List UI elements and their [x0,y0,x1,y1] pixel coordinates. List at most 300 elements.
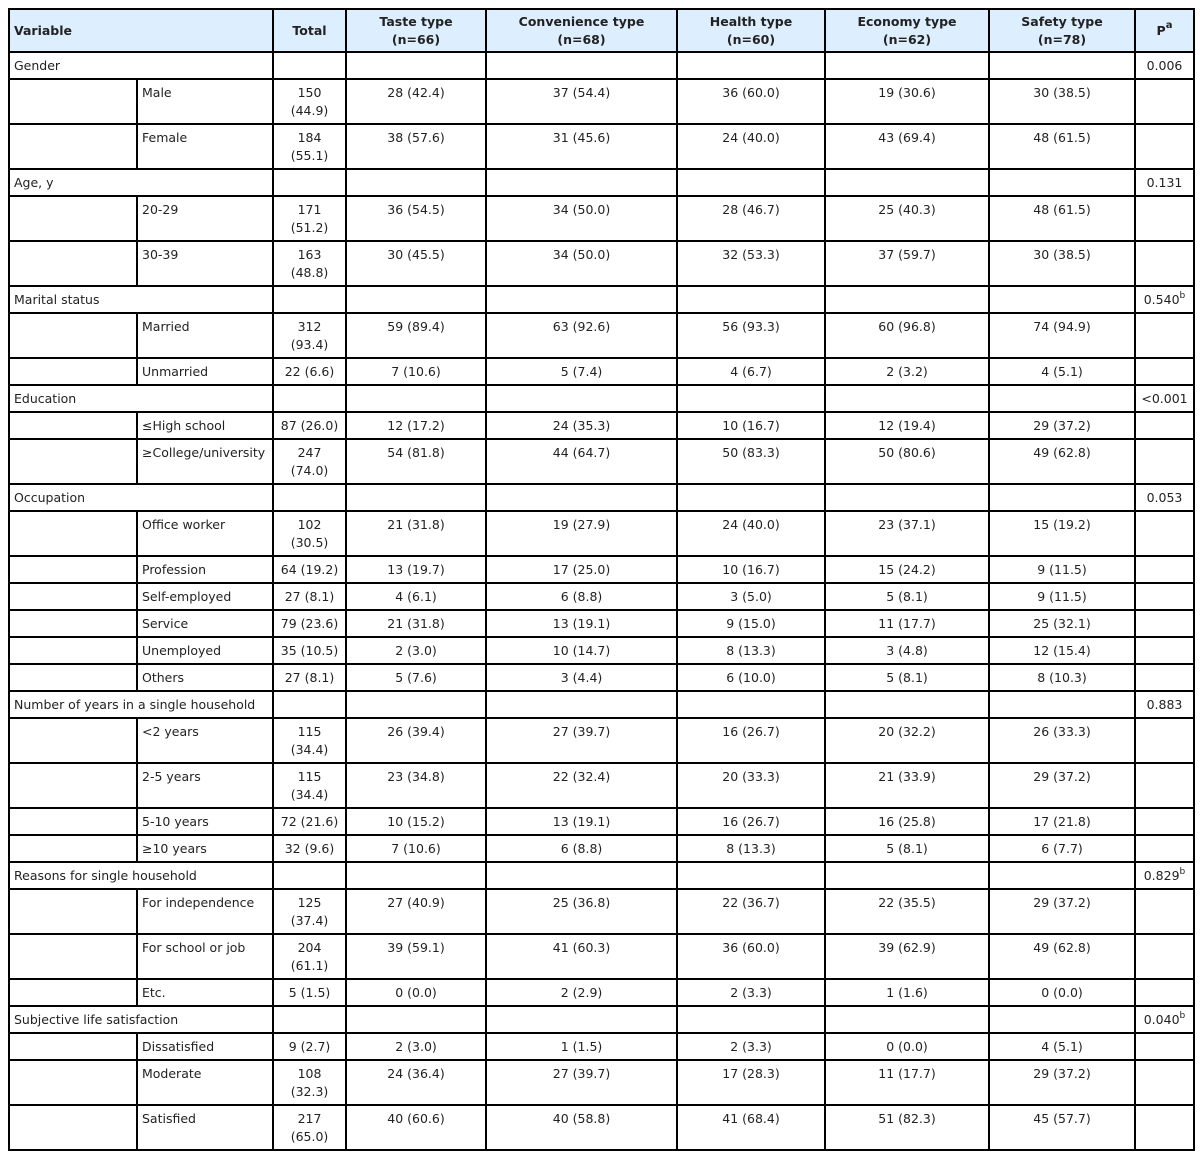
convenience-cell: 44 (64.7) [486,439,677,484]
total-cell: 27 (8.1) [273,583,346,610]
table-row [9,808,1194,835]
taste-cell: 12 (17.2) [346,412,486,439]
category-label: ≥College/university [137,439,273,484]
economy-cell: 12 (19.4) [825,412,989,439]
p-empty-cell [1135,358,1194,385]
category-label: Dissatisfied [137,1033,273,1060]
category-label: Female [137,124,273,169]
total-cell: 150 (44.9) [273,79,346,124]
p-empty-cell [1135,241,1194,286]
section-label: Occupation [9,484,273,511]
p-empty-cell [1135,808,1194,835]
taste-cell: 7 (10.6) [346,835,486,862]
economy-cell: 21 (33.9) [825,763,989,808]
safety-cell: 12 (15.4) [989,637,1135,664]
section-row [9,385,1194,412]
table-row [9,313,1194,358]
section-empty-cell [346,691,486,718]
p-value-cell [1135,691,1194,718]
safety-cell: 49 (62.8) [989,439,1135,484]
taste-cell: 0 (0.0) [346,979,486,1006]
health-cell: 50 (83.3) [677,439,825,484]
section-empty-cell [989,1006,1135,1033]
category-label: Self-employed [137,583,273,610]
p-empty-cell [1135,196,1194,241]
section-empty-cell [989,286,1135,313]
taste-cell: 26 (39.4) [346,718,486,763]
p-empty-cell [1135,979,1194,1006]
indent-cell [9,979,137,1006]
table-row [9,124,1194,169]
safety-cell: 29 (37.2) [989,1060,1135,1105]
p-value-cell [1135,52,1194,79]
header-economy-name: Economy type [857,13,957,29]
p-value-cell [1135,286,1194,313]
indent-cell [9,124,137,169]
section-empty-cell [825,862,989,889]
header-row [9,9,1194,52]
header-health [677,9,825,52]
total-cell: 22 (6.6) [273,358,346,385]
convenience-cell: 37 (54.4) [486,79,677,124]
category-label: Unmarried [137,358,273,385]
header-safety-n: (n=78) [1037,31,1087,47]
indent-cell [9,835,137,862]
section-empty-cell [677,484,825,511]
total-cell: 163 (48.8) [273,241,346,286]
health-cell: 10 (16.7) [677,556,825,583]
p-empty-cell [1135,763,1194,808]
total-cell: 217 (65.0) [273,1105,346,1150]
indent-cell [9,556,137,583]
table-row [9,1033,1194,1060]
economy-cell: 51 (82.3) [825,1105,989,1150]
section-row [9,169,1194,196]
total-cell: 64 (19.2) [273,556,346,583]
category-label: ≤High school [137,412,273,439]
section-row [9,484,1194,511]
safety-cell: 6 (7.7) [989,835,1135,862]
header-convenience [486,9,677,52]
category-label: Unemployed [137,637,273,664]
economy-cell: 43 (69.4) [825,124,989,169]
total-cell: 32 (9.6) [273,835,346,862]
category-label: For independence [137,889,273,934]
table-row [9,889,1194,934]
indent-cell [9,1105,137,1150]
section-empty-cell [825,286,989,313]
table-row [9,934,1194,979]
header-total: Total [273,9,346,52]
indent-cell [9,79,137,124]
total-cell: 115 (34.4) [273,763,346,808]
indent-cell [9,511,137,556]
header-health-name: Health type [709,13,793,29]
section-empty-cell [346,385,486,412]
category-label: For school or job [137,934,273,979]
section-label: Age, y [9,169,273,196]
health-cell: 2 (3.3) [677,979,825,1006]
header-health-n: (n=60) [726,31,776,47]
convenience-cell: 40 (58.8) [486,1105,677,1150]
total-cell: 102 (30.5) [273,511,346,556]
economy-cell: 22 (35.5) [825,889,989,934]
section-label: Number of years in a single household [9,691,273,718]
indent-cell [9,610,137,637]
section-empty-cell [486,169,677,196]
taste-cell: 2 (3.0) [346,637,486,664]
section-empty-cell [486,385,677,412]
section-empty-cell [989,484,1135,511]
total-cell: 35 (10.5) [273,637,346,664]
header-taste-name: Taste type [379,13,453,29]
health-cell: 10 (16.7) [677,412,825,439]
header-taste-n: (n=66) [391,31,441,47]
taste-cell: 7 (10.6) [346,358,486,385]
indent-cell [9,196,137,241]
economy-cell: 23 (37.1) [825,511,989,556]
convenience-cell: 13 (19.1) [486,610,677,637]
p-value-cell [1135,169,1194,196]
p-empty-cell [1135,124,1194,169]
table-row [9,1105,1194,1150]
section-empty-cell [989,169,1135,196]
total-cell: 79 (23.6) [273,610,346,637]
economy-cell: 0 (0.0) [825,1033,989,1060]
total-cell: 9 (2.7) [273,1033,346,1060]
p-empty-cell [1135,556,1194,583]
economy-cell: 39 (62.9) [825,934,989,979]
section-empty-cell [989,691,1135,718]
health-cell: 17 (28.3) [677,1060,825,1105]
section-empty-cell [486,691,677,718]
health-cell: 41 (68.4) [677,1105,825,1150]
p-value: 0.829 [1143,868,1180,883]
taste-cell: 5 (7.6) [346,664,486,691]
p-empty-cell [1135,835,1194,862]
section-empty-cell [825,385,989,412]
category-label: 2-5 years [137,763,273,808]
p-value: 0.131 [1146,175,1183,190]
economy-cell: 15 (24.2) [825,556,989,583]
safety-cell: 4 (5.1) [989,358,1135,385]
section-empty-cell [273,385,346,412]
economy-cell: 5 (8.1) [825,664,989,691]
convenience-cell: 41 (60.3) [486,934,677,979]
health-cell: 2 (3.3) [677,1033,825,1060]
category-label: Office worker [137,511,273,556]
table-row [9,718,1194,763]
p-value-cell [1135,385,1194,412]
safety-cell: 30 (38.5) [989,241,1135,286]
table-row [9,196,1194,241]
p-empty-cell [1135,583,1194,610]
section-empty-cell [989,385,1135,412]
taste-cell: 59 (89.4) [346,313,486,358]
section-empty-cell [677,169,825,196]
p-empty-cell [1135,79,1194,124]
health-cell: 56 (93.3) [677,313,825,358]
convenience-cell: 27 (39.7) [486,718,677,763]
safety-cell: 29 (37.2) [989,412,1135,439]
table-row [9,358,1194,385]
section-empty-cell [273,169,346,196]
section-empty-cell [989,862,1135,889]
economy-cell: 20 (32.2) [825,718,989,763]
convenience-cell: 34 (50.0) [486,241,677,286]
health-cell: 24 (40.0) [677,124,825,169]
table-row [9,637,1194,664]
economy-cell: 11 (17.7) [825,610,989,637]
convenience-cell: 3 (4.4) [486,664,677,691]
health-cell: 24 (40.0) [677,511,825,556]
health-cell: 16 (26.7) [677,808,825,835]
section-empty-cell [486,484,677,511]
total-cell: 5 (1.5) [273,979,346,1006]
section-empty-cell [346,52,486,79]
health-cell: 22 (36.7) [677,889,825,934]
section-empty-cell [677,385,825,412]
table-row [9,556,1194,583]
p-empty-cell [1135,439,1194,484]
safety-cell: 9 (11.5) [989,556,1135,583]
section-empty-cell [273,52,346,79]
section-empty-cell [346,286,486,313]
total-cell: 115 (34.4) [273,718,346,763]
safety-cell: 29 (37.2) [989,889,1135,934]
taste-cell: 2 (3.0) [346,1033,486,1060]
p-empty-cell [1135,511,1194,556]
total-cell: 108 (32.3) [273,1060,346,1105]
section-empty-cell [273,484,346,511]
section-row [9,286,1194,313]
section-label: Marital status [9,286,273,313]
p-empty-cell [1135,412,1194,439]
indent-cell [9,637,137,664]
safety-cell: 8 (10.3) [989,664,1135,691]
header-economy [825,9,989,52]
p-value-footnote: b [1179,290,1186,301]
economy-cell: 60 (96.8) [825,313,989,358]
convenience-cell: 5 (7.4) [486,358,677,385]
p-empty-cell [1135,934,1194,979]
taste-cell: 10 (15.2) [346,808,486,835]
section-label: Education [9,385,273,412]
convenience-cell: 2 (2.9) [486,979,677,1006]
header-safety-name: Safety type [1021,13,1103,29]
p-value: 0.540 [1143,292,1180,307]
p-value-footnote: b [1179,1010,1186,1021]
section-empty-cell [486,52,677,79]
indent-cell [9,358,137,385]
table-row [9,412,1194,439]
health-cell: 8 (13.3) [677,835,825,862]
taste-cell: 28 (42.4) [346,79,486,124]
health-cell: 32 (53.3) [677,241,825,286]
taste-cell: 36 (54.5) [346,196,486,241]
indent-cell [9,412,137,439]
economy-cell: 2 (3.2) [825,358,989,385]
section-empty-cell [273,1006,346,1033]
p-value-footnote: b [1179,866,1186,877]
p-empty-cell [1135,1033,1194,1060]
taste-cell: 21 (31.8) [346,610,486,637]
section-empty-cell [825,52,989,79]
section-empty-cell [677,1006,825,1033]
taste-cell: 4 (6.1) [346,583,486,610]
taste-cell: 30 (45.5) [346,241,486,286]
health-cell: 16 (26.7) [677,718,825,763]
section-empty-cell [486,286,677,313]
safety-cell: 29 (37.2) [989,763,1135,808]
safety-cell: 15 (19.2) [989,511,1135,556]
economy-cell: 1 (1.6) [825,979,989,1006]
total-cell: 184 (55.1) [273,124,346,169]
section-empty-cell [486,1006,677,1033]
economy-cell: 5 (8.1) [825,583,989,610]
convenience-cell: 17 (25.0) [486,556,677,583]
indent-cell [9,241,137,286]
section-empty-cell [273,862,346,889]
indent-cell [9,889,137,934]
taste-cell: 24 (36.4) [346,1060,486,1105]
category-label: Service [137,610,273,637]
convenience-cell: 27 (39.7) [486,1060,677,1105]
section-empty-cell [825,691,989,718]
total-cell: 72 (21.6) [273,808,346,835]
category-label: 5-10 years [137,808,273,835]
safety-cell: 17 (21.8) [989,808,1135,835]
header-p-label: P [1156,22,1166,38]
characteristics-table [8,8,1195,1151]
p-value: 0.006 [1146,58,1183,73]
section-empty-cell [825,169,989,196]
category-label: Moderate [137,1060,273,1105]
economy-cell: 3 (4.8) [825,637,989,664]
section-empty-cell [273,286,346,313]
convenience-cell: 10 (14.7) [486,637,677,664]
safety-cell: 25 (32.1) [989,610,1135,637]
convenience-cell: 34 (50.0) [486,196,677,241]
total-cell: 171 (51.2) [273,196,346,241]
table-row [9,583,1194,610]
header-p-footnote: a [1165,20,1173,32]
safety-cell: 30 (38.5) [989,79,1135,124]
safety-cell: 48 (61.5) [989,124,1135,169]
table-row [9,511,1194,556]
safety-cell: 9 (11.5) [989,583,1135,610]
safety-cell: 26 (33.3) [989,718,1135,763]
section-empty-cell [677,691,825,718]
convenience-cell: 24 (35.3) [486,412,677,439]
health-cell: 9 (15.0) [677,610,825,637]
economy-cell: 50 (80.6) [825,439,989,484]
category-label: ≥10 years [137,835,273,862]
indent-cell [9,1033,137,1060]
safety-cell: 49 (62.8) [989,934,1135,979]
indent-cell [9,763,137,808]
safety-cell: 74 (94.9) [989,313,1135,358]
taste-cell: 23 (34.8) [346,763,486,808]
convenience-cell: 1 (1.5) [486,1033,677,1060]
p-value-cell [1135,1006,1194,1033]
taste-cell: 21 (31.8) [346,511,486,556]
health-cell: 36 (60.0) [677,934,825,979]
category-label: 20-29 [137,196,273,241]
category-label: Profession [137,556,273,583]
section-label: Gender [9,52,273,79]
p-empty-cell [1135,889,1194,934]
indent-cell [9,583,137,610]
table-row [9,1060,1194,1105]
section-empty-cell [346,169,486,196]
p-empty-cell [1135,313,1194,358]
economy-cell: 37 (59.7) [825,241,989,286]
table-row [9,835,1194,862]
section-empty-cell [677,52,825,79]
p-empty-cell [1135,1060,1194,1105]
category-label: Etc. [137,979,273,1006]
section-empty-cell [486,862,677,889]
section-empty-cell [825,1006,989,1033]
header-safety [989,9,1135,52]
section-row [9,1006,1194,1033]
economy-cell: 25 (40.3) [825,196,989,241]
table-row [9,979,1194,1006]
indent-cell [9,808,137,835]
taste-cell: 40 (60.6) [346,1105,486,1150]
indent-cell [9,1060,137,1105]
table-row [9,79,1194,124]
convenience-cell: 19 (27.9) [486,511,677,556]
health-cell: 20 (33.3) [677,763,825,808]
section-empty-cell [825,484,989,511]
table-row [9,763,1194,808]
p-empty-cell [1135,610,1194,637]
p-empty-cell [1135,664,1194,691]
economy-cell: 5 (8.1) [825,835,989,862]
taste-cell: 38 (57.6) [346,124,486,169]
health-cell: 8 (13.3) [677,637,825,664]
category-label: <2 years [137,718,273,763]
table-row [9,439,1194,484]
health-cell: 36 (60.0) [677,79,825,124]
total-cell: 125 (37.4) [273,889,346,934]
section-empty-cell [989,52,1135,79]
convenience-cell: 63 (92.6) [486,313,677,358]
total-cell: 87 (26.0) [273,412,346,439]
safety-cell: 0 (0.0) [989,979,1135,1006]
safety-cell: 4 (5.1) [989,1033,1135,1060]
p-empty-cell [1135,637,1194,664]
convenience-cell: 25 (36.8) [486,889,677,934]
indent-cell [9,313,137,358]
section-empty-cell [346,862,486,889]
p-value: 0.883 [1146,697,1183,712]
category-label: Married [137,313,273,358]
total-cell: 247 (74.0) [273,439,346,484]
header-economy-n: (n=62) [882,31,932,47]
convenience-cell: 31 (45.6) [486,124,677,169]
indent-cell [9,664,137,691]
p-value: 0.053 [1146,490,1183,505]
p-value: <0.001 [1141,391,1188,406]
section-row [9,52,1194,79]
convenience-cell: 6 (8.8) [486,583,677,610]
convenience-cell: 13 (19.1) [486,808,677,835]
table-body [9,52,1194,1150]
health-cell: 6 (10.0) [677,664,825,691]
